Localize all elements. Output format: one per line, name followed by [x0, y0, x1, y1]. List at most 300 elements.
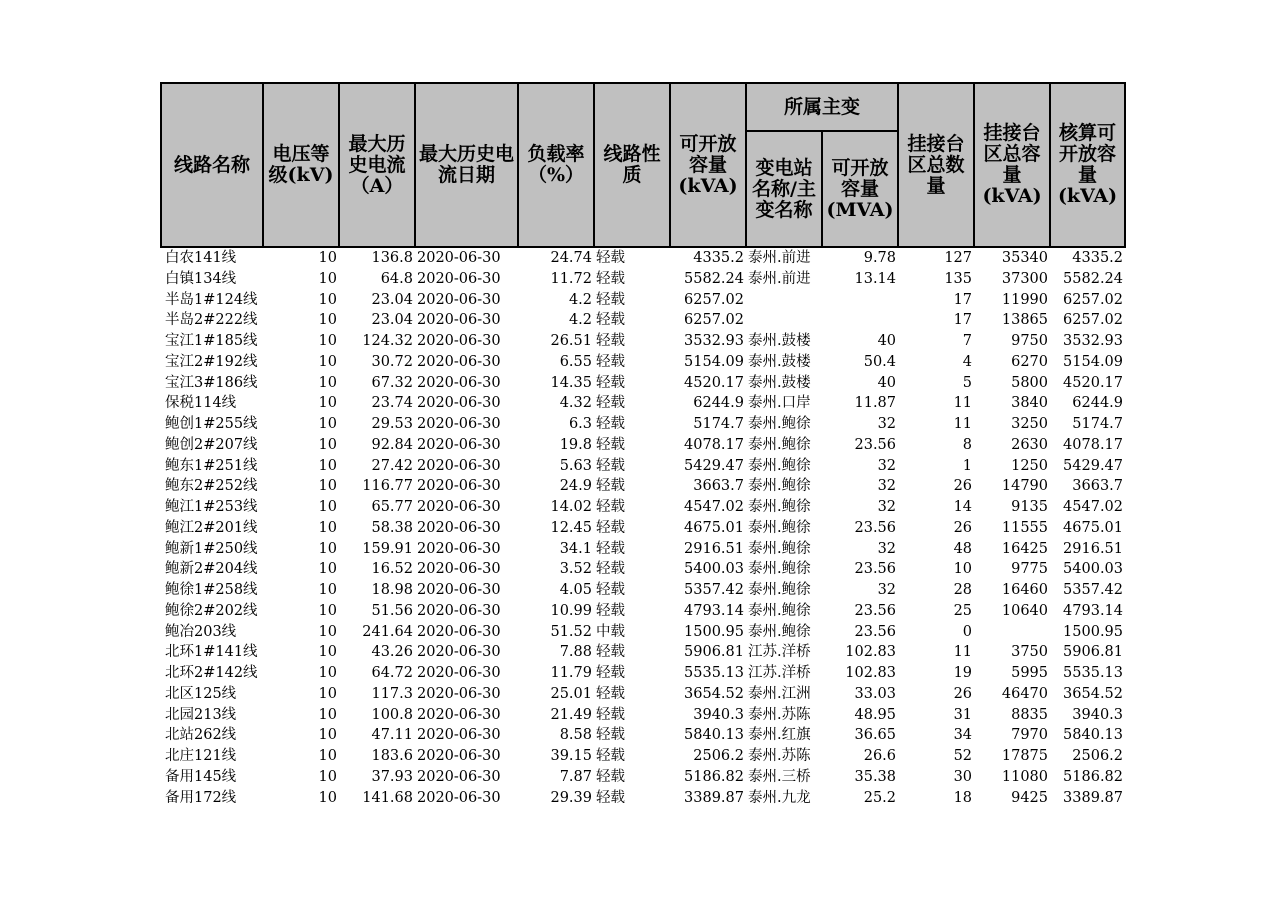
cell-sub-open-capacity: 13.14: [854, 270, 897, 287]
cell-max-current: 23.04: [371, 312, 413, 329]
cell-max-date: 2020-06-30: [417, 353, 501, 370]
cell-load-rate: 7.87: [559, 768, 592, 785]
table-row: [161, 414, 1125, 435]
cell-max-current: 64.72: [371, 665, 413, 681]
cell-nature: 轻载: [596, 540, 625, 557]
cell-max-current: 65.77: [371, 499, 413, 515]
cell-nature: 轻载: [596, 395, 625, 412]
cell-area-capacity: 9775: [1011, 561, 1049, 578]
cell-sub-open-capacity: 35.38: [854, 768, 897, 785]
table-row: [161, 331, 1125, 352]
cell-sub-open-capacity: [822, 310, 898, 331]
cell-sub-open-capacity: 9.78: [863, 250, 897, 266]
cell-nature: 中载: [596, 623, 625, 640]
cell-voltage: 10: [318, 685, 337, 702]
cell-load-rate: 24.74: [550, 250, 592, 266]
cell-area-capacity: 17875: [1001, 748, 1049, 764]
cell-area-capacity: 9425: [1011, 789, 1049, 806]
table-row: [161, 684, 1125, 705]
cell-nature: 轻载: [596, 768, 625, 785]
cell-max-date: 2020-06-30: [417, 457, 501, 474]
table-row: [161, 497, 1125, 518]
cell-max-current: 117.3: [371, 685, 413, 702]
cell-voltage: 10: [318, 748, 337, 764]
cell-load-rate: 11.79: [550, 665, 592, 681]
cell-area-count: 11: [953, 395, 973, 412]
cell-line-name: 鲍江2#201线: [165, 519, 258, 536]
cell-sub-open-capacity: 32: [877, 416, 897, 432]
cell-voltage: 10: [318, 291, 337, 308]
cell-substation: 泰州.三桥: [748, 768, 811, 785]
cell-max-date: 2020-06-30: [417, 499, 501, 515]
cell-max-current: 141.68: [362, 789, 413, 806]
cell-substation: 江苏.洋桥: [748, 665, 811, 681]
cell-area-capacity: 3250: [1011, 416, 1049, 432]
cell-sub-open-capacity: [822, 290, 898, 311]
cell-sub-open-capacity: 40: [877, 374, 897, 391]
cell-max-date: 2020-06-30: [417, 478, 501, 495]
cell-max-date: 2020-06-30: [417, 748, 501, 764]
cell-substation: 泰州.鲍徐: [748, 561, 811, 578]
cell-load-rate: 14.35: [550, 374, 592, 391]
cell-open-capacity: 6244.9: [693, 395, 744, 412]
cell-nature: 轻载: [596, 665, 625, 681]
cell-area-count: 30: [953, 768, 973, 785]
cell-voltage: 10: [318, 436, 337, 453]
cell-area-count: 26: [953, 685, 973, 702]
header-substation: 变电站名称/主变名称: [746, 131, 822, 247]
cell-substation: 泰州.苏陈: [748, 748, 811, 764]
table-row: [161, 622, 1125, 643]
cell-max-current: 124.32: [362, 333, 413, 349]
cell-area-count: 48: [953, 540, 973, 557]
cell-calc-capacity: 4335.2: [1072, 250, 1124, 266]
cell-nature: 轻载: [596, 457, 625, 474]
cell-nature: 轻载: [596, 519, 625, 536]
cell-substation: 江苏.洋桥: [748, 644, 811, 661]
cell-max-current: 64.8: [380, 270, 413, 287]
cell-load-rate: 10.99: [550, 602, 592, 619]
cell-substation: [746, 290, 822, 311]
cell-load-rate: 4.2: [568, 312, 592, 329]
cell-open-capacity: 3654.52: [684, 685, 744, 702]
cell-load-rate: 8.58: [559, 727, 592, 744]
cell-max-current: 183.6: [371, 748, 413, 764]
cell-substation: 泰州.前进: [748, 270, 811, 287]
cell-area-capacity: 16460: [1001, 582, 1049, 598]
cell-open-capacity: 3389.87: [684, 789, 744, 806]
cell-line-name: 宝江1#185线: [165, 333, 258, 349]
cell-area-count: 28: [953, 582, 973, 598]
cell-load-rate: 21.49: [550, 706, 592, 723]
table-row: [161, 518, 1125, 539]
cell-nature: 轻载: [596, 602, 625, 619]
cell-nature: 轻载: [596, 685, 625, 702]
cell-area-capacity: 5800: [1011, 374, 1049, 391]
cell-max-date: 2020-06-30: [417, 789, 501, 806]
cell-voltage: 10: [318, 602, 337, 619]
cell-sub-open-capacity: 23.56: [854, 436, 897, 453]
header-area-count: 挂接台区总数量: [898, 83, 974, 247]
cell-sub-open-capacity: 23.56: [854, 561, 897, 578]
cell-max-current: 37.93: [371, 768, 413, 785]
cell-max-current: 116.77: [362, 478, 413, 495]
cell-substation: 泰州.鲍徐: [748, 499, 811, 515]
cell-open-capacity: 1500.95: [684, 623, 744, 640]
cell-voltage: 10: [318, 478, 337, 495]
table-row: [161, 393, 1125, 414]
cell-area-capacity: 8835: [1011, 706, 1049, 723]
cell-nature: 轻载: [596, 353, 625, 370]
header-voltage: 电压等级(kV): [263, 83, 339, 247]
table-row: [161, 269, 1125, 290]
cell-area-count: 8: [962, 436, 973, 453]
cell-substation: 泰州.鲍徐: [748, 602, 811, 619]
header-open-capacity: 可开放容量(kVA): [670, 83, 746, 247]
cell-calc-capacity: 2506.2: [1072, 748, 1124, 764]
cell-max-date: 2020-06-30: [417, 623, 501, 640]
cell-load-rate: 4.05: [559, 582, 592, 598]
cell-open-capacity: 5535.13: [684, 665, 744, 681]
cell-line-name: 北站262线: [165, 727, 237, 744]
cell-load-rate: 6.55: [559, 353, 592, 370]
cell-substation: 泰州.鼓楼: [748, 333, 811, 349]
cell-nature: 轻载: [596, 374, 625, 391]
cell-load-rate: 34.1: [559, 540, 592, 557]
cell-area-capacity: 6270: [1011, 353, 1049, 370]
cell-sub-open-capacity: 32: [877, 499, 897, 515]
cell-substation: 泰州.鲍徐: [748, 457, 811, 474]
cell-max-date: 2020-06-30: [417, 270, 501, 287]
cell-calc-capacity: 2916.51: [1063, 540, 1124, 557]
cell-calc-capacity: 5906.81: [1063, 644, 1124, 661]
table-row: [161, 290, 1125, 311]
cell-line-name: 北庄121线: [165, 748, 237, 764]
cell-area-count: 52: [953, 748, 973, 764]
cell-sub-open-capacity: 102.83: [845, 644, 897, 661]
cell-line-name: 鲍创1#255线: [165, 416, 258, 432]
cell-area-capacity: 2630: [1011, 436, 1049, 453]
cell-calc-capacity: 4675.01: [1063, 519, 1124, 536]
table-row: [161, 746, 1125, 767]
table-row: [161, 788, 1125, 809]
cell-line-name: 白镇134线: [165, 270, 237, 287]
table-row: [161, 373, 1125, 394]
cell-load-rate: 19.8: [559, 436, 592, 453]
cell-open-capacity: 4793.14: [684, 602, 744, 619]
cell-open-capacity: 5906.81: [684, 644, 744, 661]
cell-area-count: 14: [953, 499, 973, 515]
cell-voltage: 10: [318, 789, 337, 806]
table-row: [161, 705, 1125, 726]
cell-area-capacity: 11555: [1001, 519, 1049, 536]
cell-substation: [746, 310, 822, 331]
cell-max-current: 241.64: [362, 623, 413, 640]
cell-area-count: 135: [944, 270, 973, 287]
cell-open-capacity: 6257.02: [684, 312, 744, 329]
cell-line-name: 鲍东1#251线: [165, 457, 258, 474]
cell-nature: 轻载: [596, 499, 625, 515]
cell-open-capacity: 3940.3: [693, 706, 744, 723]
cell-max-date: 2020-06-30: [417, 291, 501, 308]
cell-max-date: 2020-06-30: [417, 602, 501, 619]
cell-max-date: 2020-06-30: [417, 312, 501, 329]
cell-sub-open-capacity: 23.56: [854, 519, 897, 536]
cell-max-date: 2020-06-30: [417, 519, 501, 536]
table-row: [161, 642, 1125, 663]
cell-voltage: 10: [318, 519, 337, 536]
header-nature: 线路性质: [594, 83, 670, 247]
cell-area-count: 26: [953, 478, 973, 495]
cell-substation: 泰州.鲍徐: [748, 436, 811, 453]
cell-nature: 轻载: [596, 789, 625, 806]
cell-area-capacity: 14790: [1001, 478, 1049, 495]
cell-open-capacity: 4335.2: [693, 250, 744, 266]
cell-load-rate: 25.01: [550, 685, 592, 702]
cell-voltage: 10: [318, 727, 337, 744]
cell-voltage: 10: [318, 395, 337, 412]
cell-line-name: 鲍东2#252线: [165, 478, 258, 495]
cell-max-date: 2020-06-30: [417, 665, 501, 681]
cell-substation: 泰州.苏陈: [748, 706, 811, 723]
cell-calc-capacity: 5429.47: [1063, 457, 1124, 474]
cell-substation: 泰州.鲍徐: [748, 416, 811, 432]
cell-sub-open-capacity: 102.83: [845, 665, 897, 681]
cell-area-count: 19: [953, 665, 973, 681]
cell-area-count: 0: [962, 623, 973, 640]
cell-area-capacity: 3750: [1011, 644, 1049, 661]
cell-voltage: 10: [318, 374, 337, 391]
cell-open-capacity: 5400.03: [684, 561, 744, 578]
cell-nature: 轻载: [596, 312, 625, 329]
cell-sub-open-capacity: 32: [877, 540, 897, 557]
cell-area-count: 127: [944, 250, 973, 266]
cell-calc-capacity: 5840.13: [1063, 727, 1124, 744]
cell-nature: 轻载: [596, 561, 625, 578]
cell-substation: 泰州.前进: [748, 250, 811, 266]
cell-load-rate: 14.02: [550, 499, 592, 515]
cell-substation: 泰州.江洲: [748, 685, 811, 702]
cell-open-capacity: 3532.93: [684, 333, 744, 349]
cell-calc-capacity: 6257.02: [1063, 291, 1124, 308]
table-row: [161, 352, 1125, 373]
cell-max-current: 58.38: [371, 519, 413, 536]
cell-line-name: 备用172线: [165, 789, 237, 806]
cell-voltage: 10: [318, 706, 337, 723]
table-row: [161, 456, 1125, 477]
cell-voltage: 10: [318, 499, 337, 515]
cell-sub-open-capacity: 11.87: [854, 395, 897, 412]
cell-substation: 泰州.鼓楼: [748, 353, 811, 370]
header-line-name: 线路名称: [161, 83, 263, 247]
cell-voltage: 10: [318, 665, 337, 681]
header-load-rate: 负载率（%）: [518, 83, 594, 247]
cell-area-capacity: 10640: [1001, 602, 1049, 619]
cell-sub-open-capacity: 32: [877, 582, 897, 598]
cell-calc-capacity: 3663.7: [1072, 478, 1124, 495]
cell-calc-capacity: 5535.13: [1063, 665, 1124, 681]
cell-line-name: 鲍新1#250线: [165, 540, 258, 557]
cell-max-current: 30.72: [371, 353, 413, 370]
cell-max-current: 43.26: [371, 644, 413, 661]
cell-calc-capacity: 5582.24: [1063, 270, 1124, 287]
cell-load-rate: 12.45: [550, 519, 592, 536]
cell-calc-capacity: 5357.42: [1063, 582, 1124, 598]
cell-sub-open-capacity: 40: [877, 333, 897, 349]
cell-max-current: 47.11: [371, 727, 413, 744]
cell-sub-open-capacity: 36.65: [854, 727, 897, 744]
cell-calc-capacity: 6244.9: [1072, 395, 1124, 412]
cell-max-current: 18.98: [371, 582, 413, 598]
cell-calc-capacity: 1500.95: [1063, 623, 1124, 640]
cell-open-capacity: 5186.82: [684, 768, 744, 785]
cell-sub-open-capacity: 25.2: [863, 789, 897, 806]
cell-area-count: 4: [962, 353, 973, 370]
table-row: [161, 580, 1125, 601]
cell-voltage: 10: [318, 312, 337, 329]
cell-substation: 泰州.九龙: [748, 789, 811, 806]
cell-max-date: 2020-06-30: [417, 706, 501, 723]
cell-line-name: 半岛2#222线: [165, 312, 258, 329]
cell-substation: 泰州.鲍徐: [748, 478, 811, 495]
cell-area-capacity: 3840: [1011, 395, 1049, 412]
cell-sub-open-capacity: 50.4: [863, 353, 897, 370]
cell-max-current: 136.8: [371, 250, 413, 266]
cell-max-date: 2020-06-30: [417, 436, 501, 453]
cell-calc-capacity: 5174.7: [1072, 416, 1124, 432]
cell-sub-open-capacity: 23.56: [854, 623, 897, 640]
cell-open-capacity: 2916.51: [684, 540, 744, 557]
cell-line-name: 保税114线: [165, 395, 237, 412]
cell-substation: 泰州.鲍徐: [748, 540, 811, 557]
cell-calc-capacity: 3654.52: [1063, 685, 1124, 702]
cell-open-capacity: 5582.24: [684, 270, 744, 287]
cell-voltage: 10: [318, 270, 337, 287]
cell-max-current: 67.32: [371, 374, 413, 391]
cell-nature: 轻载: [596, 291, 625, 308]
cell-max-current: 159.91: [362, 540, 413, 557]
cell-area-capacity: 9750: [1011, 333, 1049, 349]
cell-line-name: 北环1#141线: [165, 644, 258, 661]
cell-nature: 轻载: [596, 436, 625, 453]
cell-voltage: 10: [318, 353, 337, 370]
cell-open-capacity: 5357.42: [684, 582, 744, 598]
cell-nature: 轻载: [596, 748, 625, 764]
cell-open-capacity: 3663.7: [693, 478, 744, 495]
cell-max-current: 92.84: [371, 436, 413, 453]
cell-load-rate: 7.88: [559, 644, 592, 661]
cell-area-count: 34: [953, 727, 973, 744]
cell-sub-open-capacity: 26.6: [863, 748, 897, 764]
cell-nature: 轻载: [596, 644, 625, 661]
cell-nature: 轻载: [596, 250, 625, 266]
cell-area-capacity: 9135: [1011, 499, 1049, 515]
cell-voltage: 10: [318, 540, 337, 557]
cell-voltage: 10: [318, 768, 337, 785]
cell-calc-capacity: 4547.02: [1063, 499, 1124, 515]
cell-open-capacity: 4520.17: [684, 374, 744, 391]
cell-nature: 轻载: [596, 416, 625, 432]
cell-calc-capacity: 6257.02: [1063, 312, 1124, 329]
cell-area-capacity: 13865: [1001, 312, 1049, 329]
cell-nature: 轻载: [596, 333, 625, 349]
cell-area-capacity: 35340: [1001, 250, 1049, 266]
cell-nature: 轻载: [596, 706, 625, 723]
cell-open-capacity: 5154.09: [684, 353, 744, 370]
cell-load-rate: 11.72: [550, 270, 592, 287]
cell-nature: 轻载: [596, 270, 625, 287]
cell-calc-capacity: 4793.14: [1063, 602, 1124, 619]
cell-open-capacity: 4547.02: [684, 499, 744, 515]
cell-calc-capacity: 4520.17: [1063, 374, 1124, 391]
cell-load-rate: 29.39: [550, 789, 592, 806]
cell-sub-open-capacity: 33.03: [854, 685, 897, 702]
cell-load-rate: 39.15: [550, 748, 592, 764]
cell-max-current: 100.8: [371, 706, 413, 723]
cell-max-date: 2020-06-30: [417, 250, 501, 266]
cell-calc-capacity: 3940.3: [1072, 706, 1124, 723]
cell-sub-open-capacity: 32: [877, 478, 897, 495]
cell-substation: 泰州.鼓楼: [748, 374, 811, 391]
table-body: [161, 247, 1125, 808]
cell-line-name: 半岛1#124线: [165, 291, 258, 308]
cell-max-current: 29.53: [371, 416, 413, 432]
cell-max-date: 2020-06-30: [417, 416, 501, 432]
cell-load-rate: 26.51: [550, 333, 592, 349]
cell-area-capacity: 16425: [1001, 540, 1049, 557]
cell-open-capacity: 5840.13: [684, 727, 744, 744]
cell-nature: 轻载: [596, 582, 625, 598]
cell-substation: 泰州.鲍徐: [748, 582, 811, 598]
cell-load-rate: 4.32: [559, 395, 592, 412]
cell-line-name: 北园213线: [165, 706, 237, 723]
cell-max-date: 2020-06-30: [417, 395, 501, 412]
cell-area-count: 10: [953, 561, 973, 578]
cell-line-name: 北区125线: [165, 685, 237, 702]
cell-area-count: 26: [953, 519, 973, 536]
header-area-capacity: 挂接台区总容量(kVA): [974, 83, 1050, 247]
cell-open-capacity: 6257.02: [684, 291, 744, 308]
header-max-current: 最大历史电流（A）: [339, 83, 415, 247]
cell-voltage: 10: [318, 582, 337, 598]
table-row: [161, 601, 1125, 622]
cell-area-capacity: 37300: [1001, 270, 1049, 287]
cell-area-count: 17: [953, 312, 973, 329]
cell-area-count: 1: [962, 457, 973, 474]
table-row: [161, 559, 1125, 580]
cell-calc-capacity: 5186.82: [1063, 768, 1124, 785]
cell-open-capacity: 4675.01: [684, 519, 744, 536]
cell-line-name: 备用145线: [165, 768, 237, 785]
cell-open-capacity: 2506.2: [693, 748, 744, 764]
cell-voltage: 10: [318, 250, 337, 266]
cell-voltage: 10: [318, 644, 337, 661]
cell-calc-capacity: 3532.93: [1063, 333, 1124, 349]
cell-voltage: 10: [318, 416, 337, 432]
table-row: [161, 247, 1125, 269]
header-sub-open-capacity: 可开放容量(MVA): [822, 131, 898, 247]
cell-area-count: 31: [953, 706, 973, 723]
table-row: [161, 310, 1125, 331]
cell-area-count: 17: [953, 291, 973, 308]
cell-substation: 泰州.鲍徐: [748, 623, 811, 640]
cell-line-name: 宝江3#186线: [165, 374, 258, 391]
cell-open-capacity: 5174.7: [693, 416, 744, 432]
cell-voltage: 10: [318, 457, 337, 474]
cell-max-date: 2020-06-30: [417, 644, 501, 661]
cell-max-date: 2020-06-30: [417, 561, 501, 578]
cell-max-date: 2020-06-30: [417, 540, 501, 557]
